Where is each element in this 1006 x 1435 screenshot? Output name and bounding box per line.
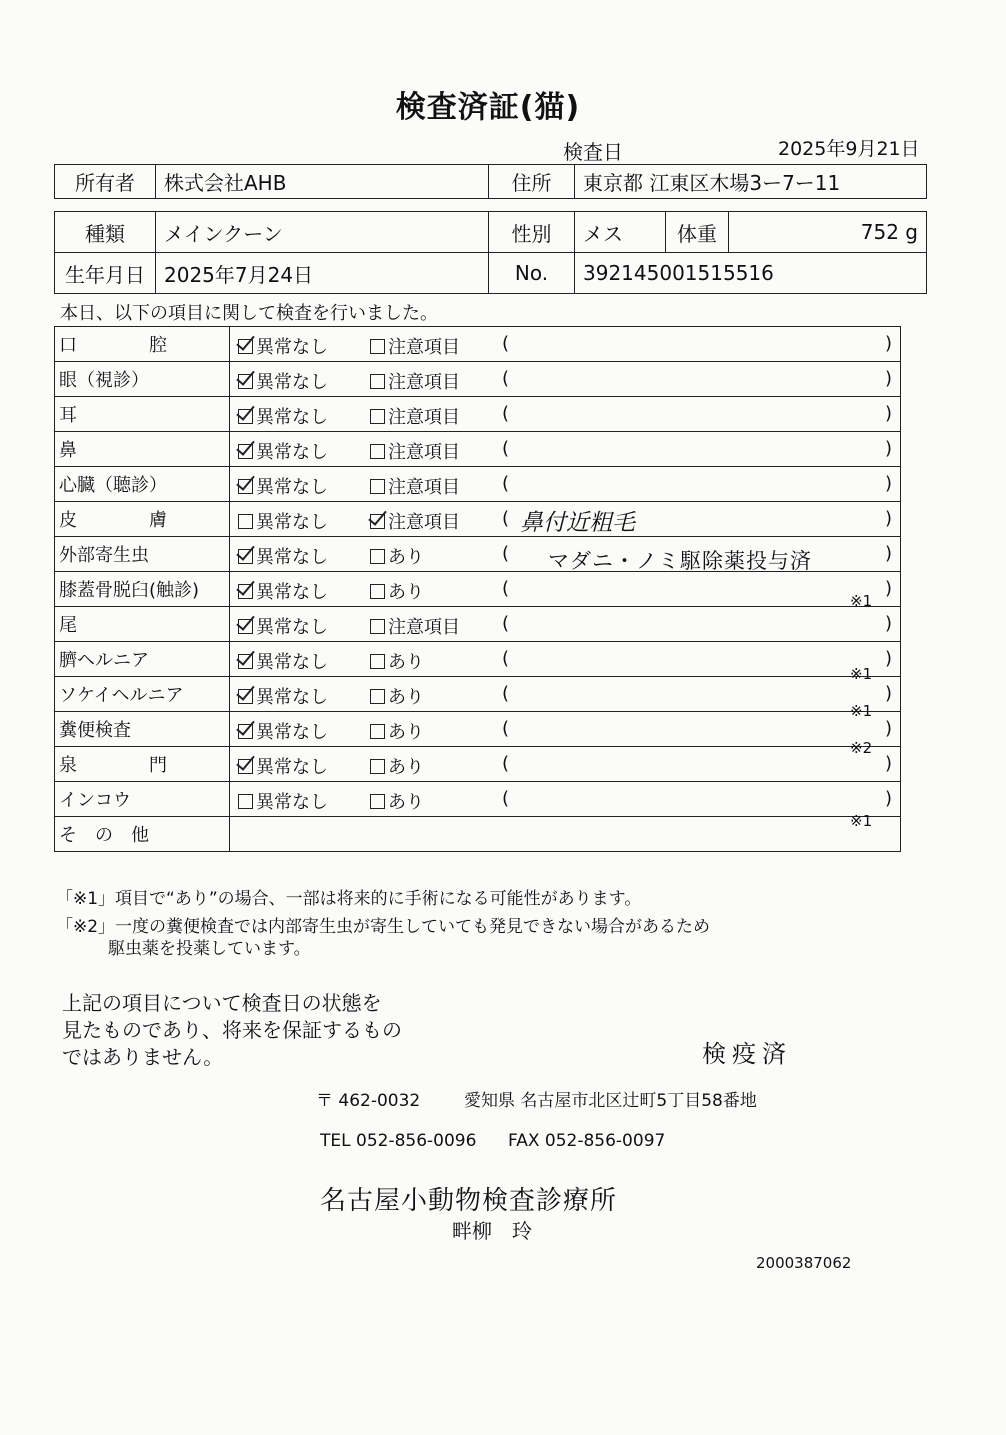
option-2[interactable] [370, 788, 424, 814]
option-normal[interactable] [238, 788, 328, 814]
type-value: メインクーン [156, 212, 489, 253]
exam-note: マダニ・ノミ駆除薬投与済 [548, 549, 812, 572]
option-normal-label: 異常なし [256, 442, 328, 463]
exam-result [230, 397, 901, 432]
exam-row [55, 572, 901, 607]
postal-code: 〒 462-0032 [316, 1091, 421, 1111]
disclaimer-line: 見たものであり、将来を保証するもの [62, 1018, 402, 1042]
sex-label: 性別 [489, 212, 575, 253]
birth-label: 生年月日 [55, 253, 156, 294]
checkbox-normal[interactable] [238, 374, 253, 389]
left-paren: ( [502, 648, 510, 669]
checkbox-normal[interactable] [238, 759, 253, 774]
page-title: 検査済証(猫) [395, 90, 581, 125]
option-2-label: あり [388, 757, 424, 778]
option-2-label: あり [388, 547, 424, 568]
no-value: 392145001515516 [575, 253, 927, 294]
exam-row [55, 502, 901, 537]
exam-item-name [55, 572, 230, 607]
birth-value: 2025年7月24日 [156, 253, 489, 294]
quarantine-stamp: 検疫済 [702, 1040, 792, 1068]
vet-name: 畔柳 玲 [452, 1219, 532, 1243]
footnote-mark: ※1 [850, 591, 873, 610]
clinic-tel: TEL 052-856-0096 [320, 1131, 477, 1151]
right-paren: ) [884, 438, 892, 459]
option-normal[interactable] [238, 473, 328, 499]
option-2[interactable] [370, 578, 424, 604]
pet-table [54, 211, 927, 294]
footnote-1: 「※1」項目で“あり”の場合、一部は将来的に手術になる可能性があります。 [56, 889, 642, 909]
other-value [230, 817, 901, 852]
left-paren: ( [502, 718, 510, 739]
exam-note: 鼻付近粗毛 [520, 510, 635, 536]
exam-item-name [55, 677, 230, 712]
option-2[interactable] [370, 648, 424, 674]
exam-item-label: 膝蓋骨脱臼(触診) [59, 580, 200, 601]
checkbox-option-2[interactable] [370, 374, 385, 389]
checkbox-option-2[interactable] [370, 549, 385, 564]
exam-result [230, 642, 901, 677]
option-normal[interactable] [238, 718, 328, 744]
exam-result [230, 362, 901, 397]
option-normal[interactable] [238, 683, 328, 709]
right-paren: ) [884, 683, 892, 704]
option-normal-label: 異常なし [256, 582, 328, 603]
exam-item-label: 外部寄生虫 [59, 545, 149, 566]
checkbox-normal[interactable] [238, 689, 253, 704]
option-normal-label: 異常なし [256, 477, 328, 498]
checkbox-option-2[interactable] [370, 479, 385, 494]
exam-result [230, 712, 901, 747]
left-paren: ( [502, 788, 510, 809]
checkbox-normal[interactable] [238, 479, 253, 494]
exam-item-label: インコウ [59, 790, 131, 811]
option-2[interactable] [370, 718, 424, 744]
exam-item-name [55, 362, 230, 397]
exam-item-label: 泉 門 [59, 755, 167, 776]
option-normal-label: 異常なし [256, 337, 328, 358]
exam-result [230, 572, 901, 607]
exam-item-name [55, 467, 230, 502]
left-paren: ( [502, 368, 510, 389]
option-normal-label: 異常なし [256, 617, 328, 638]
exam-item-name [55, 397, 230, 432]
checkbox-option-2[interactable] [370, 654, 385, 669]
option-normal-label: 異常なし [256, 512, 328, 533]
checkbox-normal[interactable] [238, 724, 253, 739]
checkbox-option-2[interactable] [370, 409, 385, 424]
exam-item-name [55, 747, 230, 782]
option-normal-label: 異常なし [256, 372, 328, 393]
option-2[interactable] [370, 683, 424, 709]
left-paren: ( [502, 683, 510, 704]
exam-row [55, 782, 901, 817]
no-label: No. [489, 253, 575, 294]
document-number: 2000387062 [756, 1254, 852, 1272]
option-normal-label: 異常なし [256, 652, 328, 673]
intro-text: 本日、以下の項目に関して検査を行いました。 [60, 303, 438, 324]
checkbox-normal[interactable] [238, 339, 253, 354]
exam-row [55, 642, 901, 677]
exam-item-name [55, 782, 230, 817]
left-paren: ( [502, 508, 510, 529]
exam-item-label: 鼻 [59, 440, 77, 461]
exam-item-name [55, 537, 230, 572]
weight-value: 752 g [729, 212, 927, 253]
exam-result [230, 327, 901, 362]
right-paren: ) [884, 753, 892, 774]
exam-row [55, 607, 901, 642]
option-2-label: 注意項目 [388, 512, 460, 533]
exam-row [55, 712, 901, 747]
other-label-text: そ の 他 [59, 825, 149, 846]
checkbox-option-2[interactable] [370, 759, 385, 774]
left-paren: ( [502, 438, 510, 459]
clinic-address: 愛知県 名古屋市北区辻町5丁目58番地 [464, 1091, 757, 1111]
owner-value: 株式会社AHB [156, 165, 489, 199]
checkbox-normal[interactable] [238, 514, 253, 529]
right-paren: ) [884, 403, 892, 424]
option-2-label: 注意項目 [388, 617, 460, 638]
option-normal[interactable] [238, 543, 328, 569]
option-2[interactable] [370, 368, 460, 394]
exam-date-value: 2025年9月21日 [778, 138, 920, 160]
exam-result [230, 747, 901, 782]
right-paren: ) [884, 473, 892, 494]
right-paren: ) [884, 333, 892, 354]
right-paren: ) [884, 788, 892, 809]
option-2-label: あり [388, 687, 424, 708]
option-2-label: 注意項目 [388, 372, 460, 393]
option-normal-label: 異常なし [256, 757, 328, 778]
exam-item-label: 糞便検査 [59, 720, 131, 741]
option-2[interactable] [370, 438, 460, 464]
exam-row [55, 362, 901, 397]
exam-item-name [55, 642, 230, 677]
exam-item-label: 尾 [59, 615, 77, 636]
option-2[interactable] [370, 753, 424, 779]
option-2[interactable] [370, 473, 460, 499]
exam-result [230, 607, 901, 642]
option-normal-label: 異常なし [256, 792, 328, 813]
left-paren: ( [502, 403, 510, 424]
checkbox-normal[interactable] [238, 794, 253, 809]
left-paren: ( [502, 753, 510, 774]
exam-item-label: 臍ヘルニア [59, 650, 149, 671]
checkbox-option-2[interactable] [370, 584, 385, 599]
option-normal[interactable] [238, 753, 328, 779]
exam-table [54, 326, 901, 852]
address-label: 住所 [489, 165, 575, 199]
exam-row [55, 537, 901, 572]
option-2[interactable] [370, 333, 460, 359]
checkbox-option-2[interactable] [370, 339, 385, 354]
right-paren: ) [884, 718, 892, 739]
option-normal-label: 異常なし [256, 722, 328, 743]
clinic-fax: FAX 052-856-0097 [508, 1131, 666, 1151]
checkbox-option-2[interactable] [370, 514, 385, 529]
right-paren: ) [884, 648, 892, 669]
option-2-label: あり [388, 792, 424, 813]
option-2-label: 注意項目 [388, 337, 460, 358]
left-paren: ( [502, 613, 510, 634]
exam-item-name [55, 712, 230, 747]
owner-label: 所有者 [55, 165, 156, 199]
exam-item-name [55, 432, 230, 467]
option-2-label: あり [388, 652, 424, 673]
option-2-label: あり [388, 582, 424, 603]
right-paren: ) [884, 578, 892, 599]
exam-row [55, 677, 901, 712]
option-normal[interactable] [238, 368, 328, 394]
option-normal[interactable] [238, 613, 328, 639]
option-normal[interactable] [238, 508, 328, 534]
footnote-mark: ※1 [850, 702, 873, 720]
option-normal[interactable] [238, 403, 328, 429]
exam-row-other [55, 817, 901, 852]
option-normal-label: 異常なし [256, 407, 328, 428]
option-2-label: 注意項目 [388, 477, 460, 498]
right-paren: ) [884, 543, 892, 564]
exam-item-name [55, 607, 230, 642]
disclaimer-line: 上記の項目について検査日の状態を [62, 991, 382, 1015]
checkbox-option-2[interactable] [370, 794, 385, 809]
disclaimer-line: ではありません。 [62, 1045, 224, 1069]
option-2[interactable] [370, 403, 460, 429]
exam-row [55, 327, 901, 362]
disclaimer [62, 990, 402, 1071]
exam-item-label: 耳 [59, 405, 77, 426]
footnote-2-cont: 駆虫薬を投薬しています。 [108, 939, 311, 959]
checkbox-option-2[interactable] [370, 689, 385, 704]
sex-value: メス [575, 212, 666, 253]
exam-item-name [55, 502, 230, 537]
checkbox-normal[interactable] [238, 654, 253, 669]
right-paren: ) [884, 613, 892, 634]
exam-row [55, 432, 901, 467]
left-paren: ( [502, 543, 510, 564]
owner-table [54, 164, 927, 199]
option-2-label: 注意項目 [388, 442, 460, 463]
option-normal[interactable] [238, 438, 328, 464]
exam-item-label: 皮 膚 [59, 510, 167, 531]
exam-result [230, 467, 901, 502]
option-normal[interactable] [238, 578, 328, 604]
checkbox-normal[interactable] [238, 444, 253, 459]
address-value: 東京都 江東区木場3ー7ー11 [575, 165, 927, 199]
option-normal[interactable] [238, 333, 328, 359]
exam-date-label: 検査日 [563, 140, 623, 164]
checkbox-option-2[interactable] [370, 619, 385, 634]
type-label: 種類 [55, 212, 156, 253]
exam-result [230, 432, 901, 467]
clinic-name: 名古屋小動物検査診療所 [320, 1186, 618, 1216]
option-2-label: あり [388, 722, 424, 743]
exam-row [55, 467, 901, 502]
right-paren: ) [884, 368, 892, 389]
exam-item-name [55, 327, 230, 362]
option-2-label: 注意項目 [388, 407, 460, 428]
option-normal-label: 異常なし [256, 687, 328, 708]
exam-result [230, 502, 901, 537]
exam-result [230, 782, 901, 817]
exam-row [55, 747, 901, 782]
left-paren: ( [502, 473, 510, 494]
right-paren: ) [884, 508, 892, 529]
checkbox-option-2[interactable] [370, 724, 385, 739]
left-paren: ( [502, 578, 510, 599]
left-paren: ( [502, 333, 510, 354]
checkbox-normal[interactable] [238, 409, 253, 424]
other-label [55, 817, 230, 852]
checkbox-normal[interactable] [238, 619, 253, 634]
footnote-2: 「※2」一度の糞便検査では内部寄生虫が寄生していても発見できない場合があるため [56, 917, 711, 937]
checkbox-normal[interactable] [238, 549, 253, 564]
option-normal-label: 異常なし [256, 547, 328, 568]
exam-result [230, 537, 901, 572]
weight-label: 体重 [666, 212, 729, 253]
exam-item-label: ソケイヘルニア [59, 685, 184, 706]
checkbox-normal[interactable] [238, 584, 253, 599]
exam-item-label: 口 腔 [59, 335, 167, 356]
exam-item-label: 眼（視診） [59, 370, 149, 391]
footnote-mark: ※2 [850, 738, 873, 757]
footnote-mark: ※1 [850, 665, 873, 684]
option-2[interactable] [370, 508, 460, 534]
exam-row [55, 397, 901, 432]
exam-item-label: 心臓（聴診） [59, 475, 167, 496]
footnote-mark: ※1 [850, 812, 873, 831]
option-2[interactable] [370, 543, 424, 569]
exam-result [230, 677, 901, 712]
checkbox-option-2[interactable] [370, 444, 385, 459]
option-normal[interactable] [238, 648, 328, 674]
option-2[interactable] [370, 613, 460, 639]
